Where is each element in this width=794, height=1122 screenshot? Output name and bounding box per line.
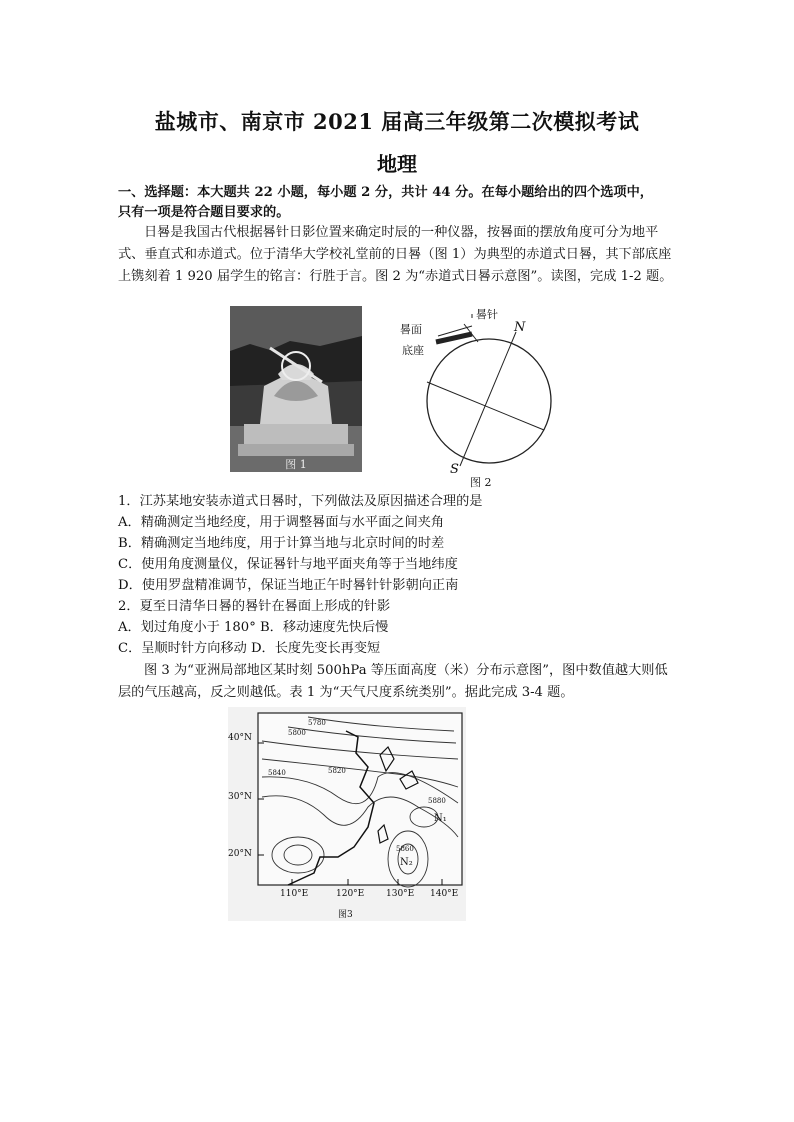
question-1-option-d: D．使用罗盘精准调节，保证当地正午时晷针针影朝向正南	[118, 578, 459, 593]
figure-2-sundial-diagram	[394, 306, 574, 490]
lon-120: 120°E	[336, 889, 365, 899]
lat-20: 20°N	[228, 849, 252, 859]
passage-1: 日晷是我国古代根据晷针日影位置来确定时辰的一种仪器，按晷面的摆放角度可分为地平式、垂直式和赤道式。位于清华大学校礼堂前的日晷（图 1）为典型的赤道式日晷，其下部底座上镌刻着 1 920 届学生的铭言：行胜于言。图 2 为“赤道式日晷示意图”。读图，完成 1-2 题。	[118, 225, 673, 284]
contour-label: 5780	[308, 719, 326, 727]
lon-140: 140°E	[430, 889, 459, 899]
label-face: 晷面	[400, 323, 422, 336]
marker-n2: N₂	[400, 857, 413, 868]
figure-3-pressure-map	[228, 707, 466, 921]
contour-label: 5860	[396, 845, 414, 853]
lat-40: 40°N	[228, 733, 252, 743]
figure-1-caption: 图 1	[285, 458, 307, 471]
question-1-option-c: C．使用角度测量仪，保证晷针与地平面夹角等于当地纬度	[118, 557, 458, 572]
lat-30: 30°N	[228, 792, 252, 802]
lon-110: 110°E	[280, 889, 309, 899]
figure-1-sundial-photo	[230, 306, 362, 472]
contour-label: 5820	[328, 767, 346, 775]
question-1-option-b: B．精确测定当地纬度，用于计算当地与北京时间的时差	[118, 536, 445, 551]
question-2-stem: 2．夏至日清华日晷的晷针在晷面上形成的针影	[118, 599, 391, 614]
label-south: S	[450, 462, 459, 477]
figure-3-caption: 图3	[338, 910, 353, 920]
exam-title: 盐城市、南京市 2021 届高三年级第二次模拟考试	[154, 109, 640, 134]
passage-2: 图 3 为“亚洲局部地区某时刻 500hPa 等压面高度（米）分布示意图”，图中数值越大则低层的气压越高，反之则越低。表 1 为“天气尺度系统类别”。据此完成 3-4 题。	[118, 663, 668, 700]
label-north: N	[514, 320, 526, 335]
subject-title: 地理	[377, 152, 417, 176]
lon-130: 130°E	[386, 889, 415, 899]
section-heading-line2: 只有一项是符合题目要求的。	[118, 205, 290, 220]
question-1-stem: 1．江苏某地安装赤道式日晷时，下列做法及原因描述合理的是	[118, 494, 483, 509]
question-2-options-ab: A．划过角度小于 180° B．移动速度先快后慢	[118, 620, 389, 635]
question-2-options-cd: C．呈顺时针方向移动 D．长度先变长再变短	[118, 641, 381, 656]
label-base: 底座	[402, 344, 424, 357]
question-1-option-a: A．精确测定当地经度，用于调整晷面与水平面之间夹角	[118, 515, 445, 530]
label-needle: 晷针	[476, 308, 498, 321]
contour-label: 5880	[428, 797, 446, 805]
marker-n1: N₁	[434, 813, 447, 824]
contour-label: 5840	[268, 769, 286, 777]
figure-2-caption: 图 2	[470, 476, 492, 489]
section-heading-line1: 一、选择题：本大题共 22 小题，每小题 2 分，共计 44 分。在每小题给出的四个选项中，	[118, 185, 653, 200]
contour-label: 5800	[288, 729, 306, 737]
